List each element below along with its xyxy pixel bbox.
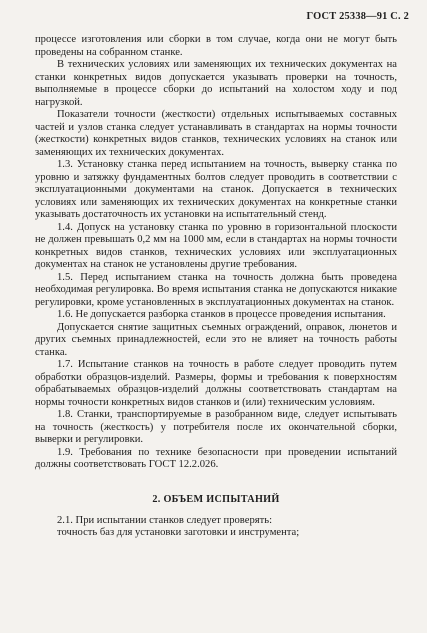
clause-1-4: 1.4. Допуск на установку станка по уровню в горизонтальной плоскости не должен превышать 0,2 мм на 1000 мм, если в стандартах на нормы точности конкретных видов станков, технических условиях или эксплуатационных документах на станок не установлены другие требования.: [35, 221, 397, 270]
clause-1-8: 1.8. Станки, транспортируемые в разобранном виде, следует испытывать на точность (жесткость) у потребителя после их окончательной сборки, выверки и регулировки.: [35, 409, 397, 445]
clause-1-5: 1.5. Перед испытанием станка на точность должна быть проведена необходимая регулировка. Во время испытания станка не допускаются никакие регулировки, кроме установленных в эксплуатационных документах на станок.: [35, 271, 397, 308]
clause-2-1: 2.1. При испытании станков следует проверять:: [57, 514, 273, 526]
clause-1-7: 1.7. Испытание станков на точность в работе следует проводить путем обработки образцов-изделий. Размеры, формы и требования к поверхностям обрабатываемых образцов-изделий должны соответствовать стандартам на нормы точности конкретных видов станков и (или) техническим условиям.: [35, 359, 397, 408]
list-item: точность баз для установки заготовки и инструмента;: [57, 527, 300, 538]
paragraph: Показатели точности (жесткости) отдельных испытываемых составных частей и узлов станка следует устанавливать в стандартах на нормы точности (жесткости) конкретных видов станков, технических условиях на станок или заменяющих их технических документах.: [35, 109, 397, 158]
page-header: ГОСТ 25338—91 С. 2: [306, 11, 409, 22]
paragraph: В технических условиях или заменяющих их технических документах на станки конкретных видов допускается указывать проверки на точность, выполняемые в процессе сборки до испытаний на холостом ходу и под нагрузкой.: [35, 59, 397, 108]
section-title: 2. ОБЪЕМ ИСПЫТАНИЙ: [152, 493, 280, 505]
paragraph: Допускается снятие защитных съемных ограждений, оправок, люнетов и других съемных принадлежностей, если это не влияет на точность работы станка.: [35, 321, 397, 358]
clause-1-3: 1.3. Установку станка перед испытанием на точность, выверку станка по уровню и затяжку фундаментных болтов следует проводить в соответствии с эксплуатационными документами на станок. Допускается в технических условиях или заменяющих их технических документах на конкретные станки указывать достаточность их установки на испытательный стенд.: [35, 159, 397, 220]
paragraph-continued: процессе изготовления или сборки в том случае, когда они не могут быть проведены на собранном станке.: [35, 34, 397, 58]
clause-1-9: 1.9. Требования по технике безопасности при проведении испытаний должны соответствовать ГОСТ 12.2.026.: [35, 446, 397, 470]
clause-1-6: 1.6. Не допускается разборка станков в процессе проведения испытания.: [57, 309, 386, 320]
